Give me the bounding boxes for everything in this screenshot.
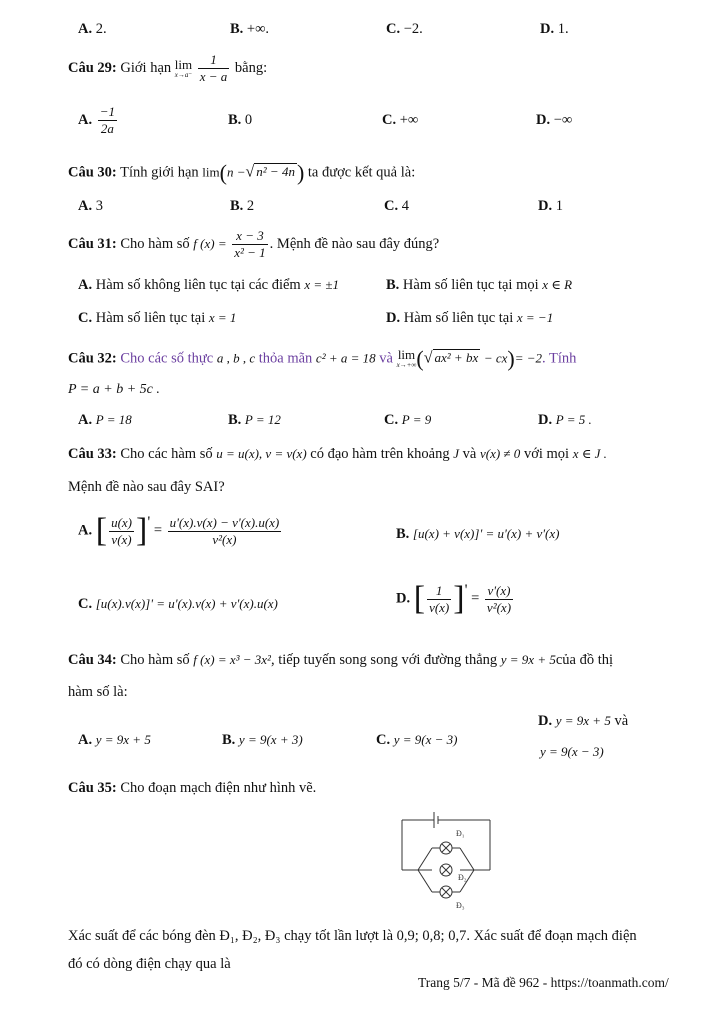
q31-stem: Câu 31: Cho hàm số f (x) = $\frac{x - 3}{\text{x² − 1}}$ . Mệnh đề nào sau đây đúng?	[68, 228, 440, 260]
q33-option-b: B. [u(x) + v(x)]' = u'(x) + v'(x)	[396, 526, 560, 542]
lamp-d1-icon	[440, 842, 452, 854]
lamp-d1-label: Đ₁	[456, 829, 465, 838]
q31-option-b: B. Hàm số liên tục tại mọi x ∈ R	[386, 277, 573, 293]
circuit-diagram	[398, 804, 494, 912]
q30-option-a: A. 3	[78, 198, 103, 214]
q30-stem: Câu 30: Tính giới hạn lim(n −√ n² − 4n) ta được kết quả là:	[68, 160, 416, 185]
q34-stem: Câu 34: Cho hàm số f (x) = x³ − 3x², tiếp tuyến song song với đường thẳng y = 9x + 5của đồ thị	[68, 652, 614, 668]
q31-option-d: D. Hàm số liên tục tại x = −1	[386, 310, 554, 326]
q28-option-c: C. −2.	[386, 21, 423, 37]
lamp-d2-label: Đ₂	[458, 873, 467, 882]
q34-line2: hàm số là:	[68, 684, 128, 700]
q35-stem: Câu 35: Cho đoạn mạch điện như hình vẽ.	[68, 780, 317, 796]
q28-option-d: D. 1.	[540, 21, 569, 37]
page-footer: Trang 5/7 - Mã đề 962 - https://toanmath.com/	[418, 975, 669, 990]
q32-option-d: D. P = 5 .	[538, 412, 592, 428]
q30-option-d: D. 1	[538, 198, 563, 214]
q28-option-b: B. +∞.	[230, 21, 270, 37]
q34-option-b: B. y = 9(x + 3)	[222, 732, 303, 748]
q33-option-a: A. [ $\frac{u(x)}{v(x)}$ ]' = $\frac{u'(x).v(x) - v'(x).u(x)}{\text{v²(x)}}$	[78, 512, 280, 549]
q29-option-a: A. $\frac{-1}{2a}$	[78, 104, 116, 136]
lamp-d2-icon	[440, 864, 452, 876]
q31-option-a: A. Hàm số không liên tục tại các điểm x = ±1	[78, 277, 340, 293]
q35-paragraph-line2: đó có dòng điện chạy qua là	[68, 956, 231, 972]
q30-option-c: C. 4	[384, 198, 409, 214]
q31-option-c: C. Hàm số liên tục tại x = 1	[78, 310, 237, 326]
lamp-d3-icon	[440, 886, 452, 898]
q32-stem: Câu 32: Cho các số thực a , b , c thỏa mãn c² + a = 18 và lim x→+∞ (√ ax² + bx − cx)= −2. Tính	[68, 346, 577, 371]
q34-option-d: D. y = 9x + 5 và	[538, 713, 629, 729]
q29-option-d: D. −∞	[536, 112, 573, 128]
q34-option-a: A. y = 9x + 5	[78, 732, 151, 748]
q33-option-d: D. [ $\frac{1}{v(x)}$ ]' = $\frac{v'(x)}{\text{v²(x)}}$	[396, 580, 512, 617]
q35-paragraph-line1: Xác suất để các bóng đèn Đ₁, Đ₂, Đ₃ chạy tốt lần lượt là 0,9; 0,8; 0,7. Xác suất để đoạn mạch điện	[68, 928, 637, 944]
q32-option-b: B. P = 12	[228, 412, 281, 428]
q32-line2: P = a + b + 5c .	[68, 382, 160, 397]
q33-stem: Câu 33: Cho các hàm số u = u(x), v = v(x) có đạo hàm trên khoảng J và v(x) ≠ 0 với mọi x ∈ J .	[68, 446, 607, 462]
q30-option-b: B. 2	[230, 198, 255, 214]
q34-option-c: C. y = 9(x − 3)	[376, 732, 458, 748]
q32-option-c: C. P = 9	[384, 412, 432, 428]
q29-option-b: B. 0	[228, 112, 253, 128]
q29-option-c: C. +∞	[382, 112, 419, 128]
q33-line2: Mệnh đề nào sau đây SAI?	[68, 479, 225, 495]
q28-option-a: A. 2.	[78, 21, 107, 37]
q32-option-a: A. P = 18	[78, 412, 132, 428]
q33-option-c: C. [u(x).v(x)]' = u'(x).v(x) + v'(x).u(x)	[78, 596, 278, 612]
q34-option-d-line2: y = 9(x − 3)	[540, 744, 604, 759]
lamp-d3-label: Đ₃	[456, 901, 465, 910]
q29-stem: Câu 29: Giới hạn lim x→a⁻ $\frac{1}{x - a}$ bằng:	[68, 52, 268, 84]
